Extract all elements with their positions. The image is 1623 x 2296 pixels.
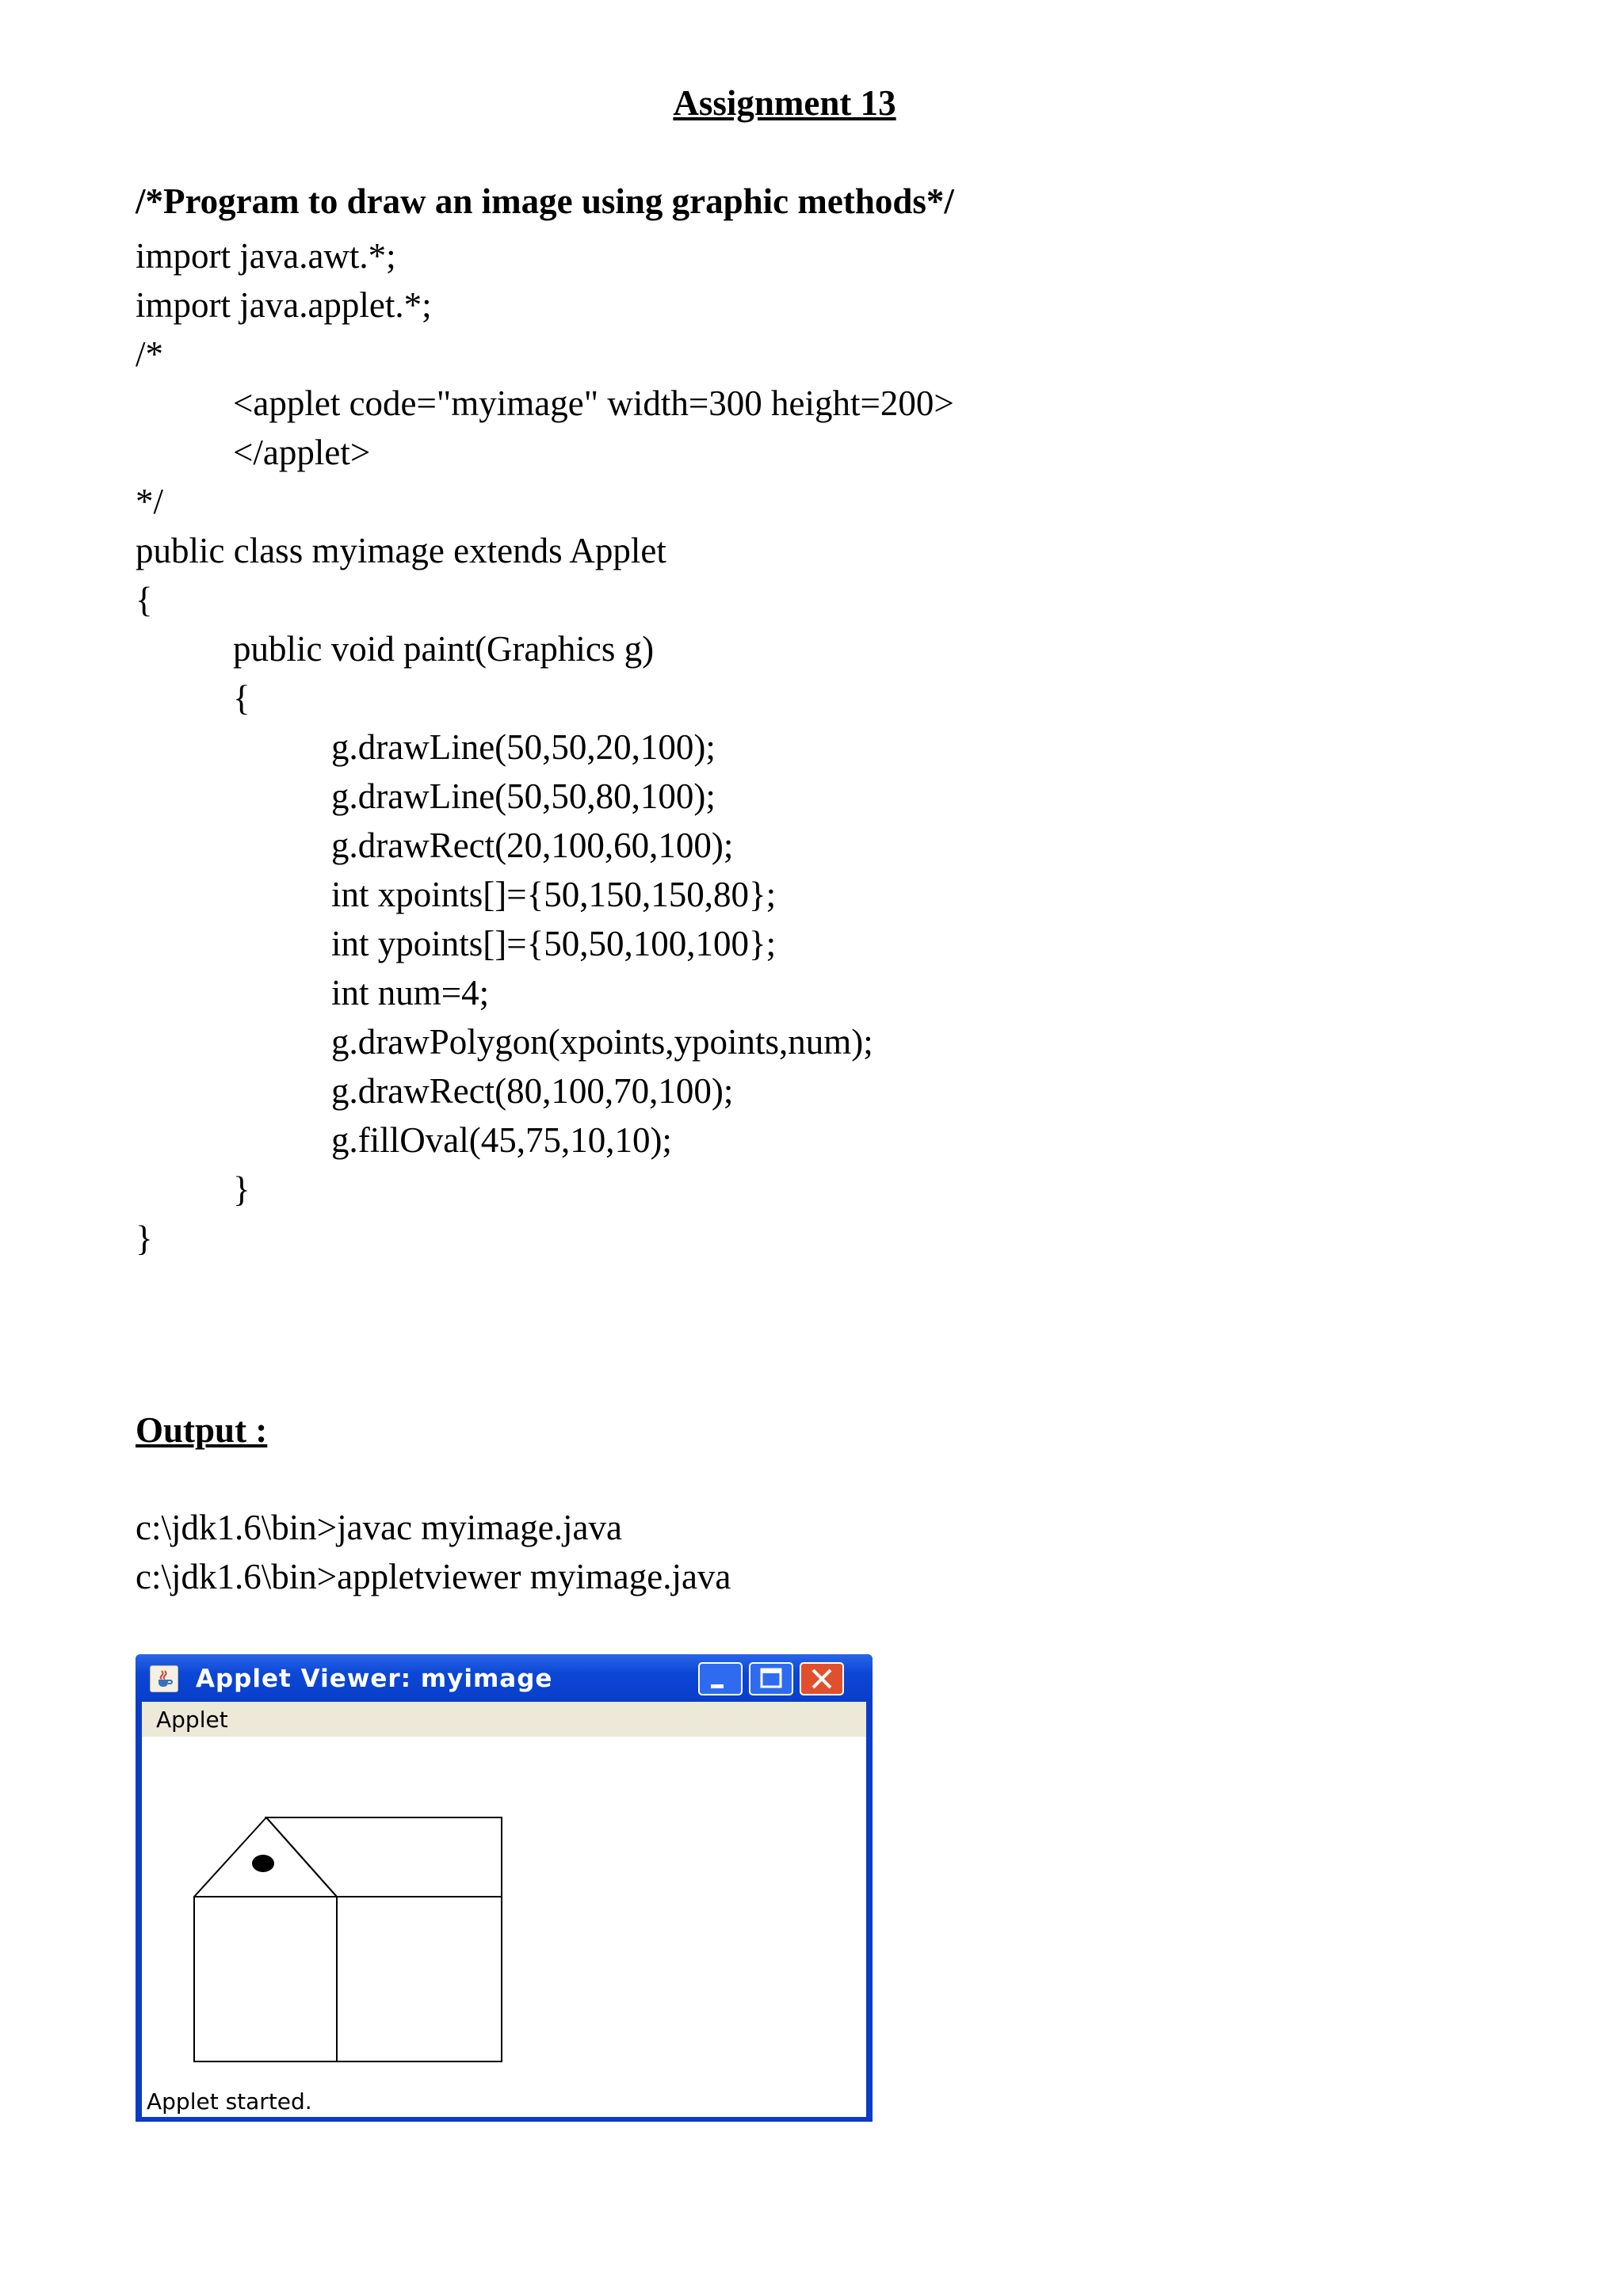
applet-canvas: [142, 1737, 866, 2085]
close-icon: [801, 1664, 842, 1694]
code-line: g.drawLine(50,50,80,100);: [331, 776, 716, 816]
code-line: import java.awt.*;: [136, 236, 396, 276]
maximize-icon: [750, 1664, 792, 1694]
side-wall-rect: [337, 1897, 502, 2061]
minimize-icon: [700, 1664, 741, 1694]
code-line: {: [233, 678, 250, 718]
code-line: <applet code="myimage" width=300 height=200>: [233, 383, 954, 423]
code-line: </applet>: [233, 433, 371, 472]
menu-bar: [142, 1702, 866, 1737]
window-oval: [252, 1855, 274, 1872]
applet-viewer-window: [136, 1654, 873, 2122]
roof-polygon: [266, 1817, 502, 1897]
code-line: {: [136, 580, 153, 620]
code-line: import java.applet.*;: [136, 285, 432, 325]
maximize-button[interactable]: [749, 1662, 793, 1695]
front-wall-rect: [194, 1897, 337, 2061]
house-drawing: [142, 1737, 866, 2085]
code-line: g.drawLine(50,50,20,100);: [331, 727, 716, 767]
code-line: int ypoints[]={50,50,100,100};: [331, 924, 777, 963]
roof-left-line: [194, 1817, 266, 1897]
window-title: Applet Viewer: myimage: [196, 1665, 553, 1693]
menu-applet[interactable]: Applet: [156, 1707, 228, 1733]
close-button[interactable]: [800, 1662, 844, 1695]
code-line: g.drawRect(80,100,70,100);: [331, 1071, 734, 1111]
code-line: g.drawRect(20,100,60,100);: [331, 826, 734, 865]
output-label: Output :: [136, 1410, 268, 1450]
code-line: public class myimage extends Applet: [136, 531, 666, 570]
status-bar-text: Applet started.: [147, 2088, 312, 2115]
code-line: }: [233, 1169, 250, 1209]
window-client-area: [142, 1702, 866, 2117]
command-line: c:\jdk1.6\bin>appletviewer myimage.java: [136, 1557, 731, 1596]
code-line: public void paint(Graphics g): [233, 629, 655, 669]
program-heading: /*Program to draw an image using graphic methods*/: [136, 181, 954, 221]
code-line: */: [136, 482, 164, 521]
code-line: int xpoints[]={50,150,150,80};: [331, 875, 777, 914]
minimize-button[interactable]: [698, 1662, 743, 1695]
code-line: int num=4;: [331, 973, 490, 1013]
java-cup-icon: [150, 1665, 178, 1692]
window-titlebar[interactable]: [136, 1654, 873, 1702]
code-line: }: [136, 1219, 153, 1258]
code-line: g.drawPolygon(xpoints,ypoints,num);: [331, 1022, 873, 1062]
code-line: g.fillOval(45,75,10,10);: [331, 1120, 672, 1160]
command-line: c:\jdk1.6\bin>javac myimage.java: [136, 1508, 622, 1547]
code-line: /*: [136, 334, 164, 374]
assignment-title: Assignment 13: [673, 83, 896, 123]
